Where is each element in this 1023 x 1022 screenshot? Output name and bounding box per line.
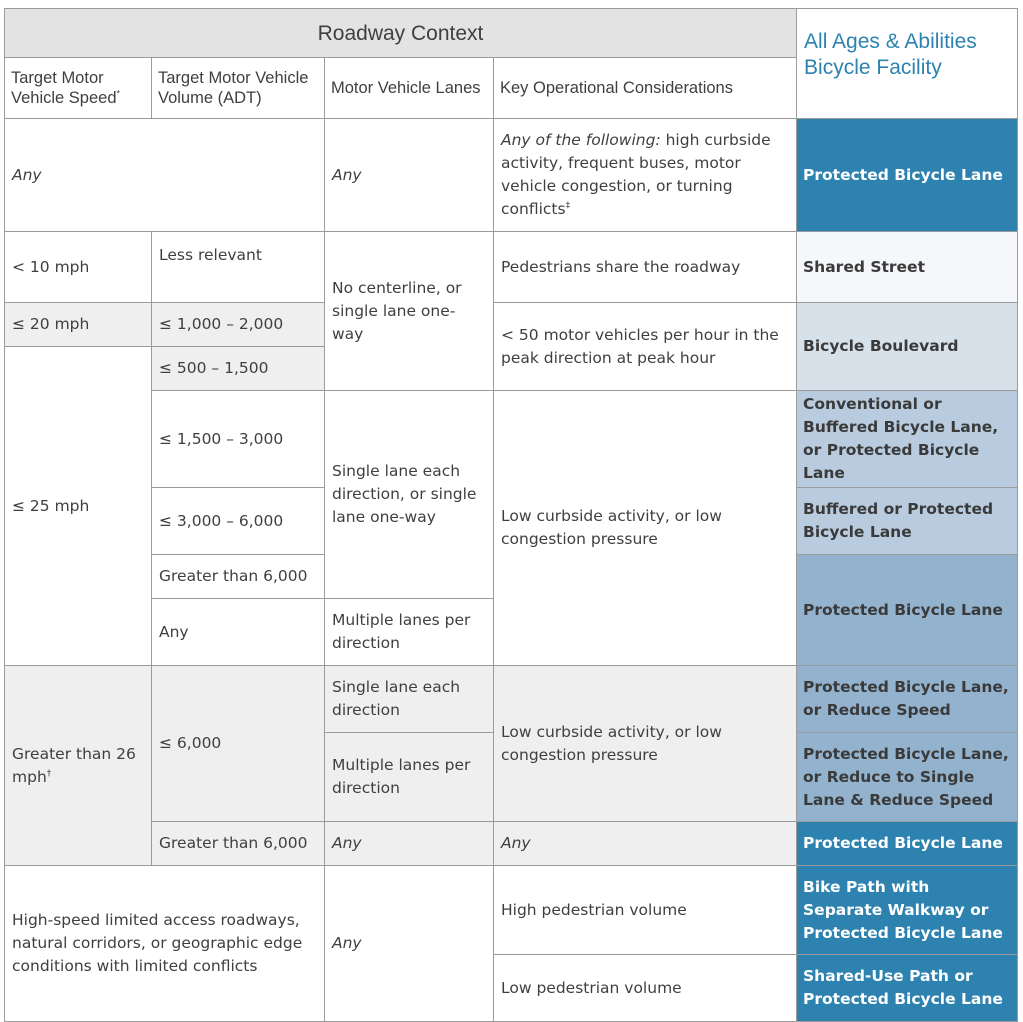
lanes-cell: Any: [325, 866, 494, 1022]
bicycle-facility-selection-table: [4, 8, 1018, 1022]
facility-cell: Shared-Use Path or Protected Bicycle Lane: [797, 955, 1018, 1022]
col-header-volume: Target Motor Vehicle Volume (ADT): [152, 58, 325, 119]
volume-cell: ≤ 6,000: [152, 666, 325, 822]
facility-cell: Buffered or Protected Bicycle Lane: [797, 488, 1018, 555]
volume-cell: Greater than 6,000: [152, 822, 325, 866]
speed-cell: Greater than 26 mph†: [5, 666, 152, 866]
volume-cell: ≤ 3,000 – 6,000: [152, 488, 325, 555]
table-row: [5, 391, 1018, 488]
facility-cell: Bicycle Boulevard: [797, 303, 1018, 391]
lanes-cell: No centerline, or single lane one-way: [325, 232, 494, 391]
col-header-speed: Target Motor Vehicle Speed*: [5, 58, 152, 119]
table-row: [5, 666, 1018, 733]
lanes-cell: Any: [325, 119, 494, 232]
lanes-cell: Multiple lanes per direction: [325, 733, 494, 822]
considerations-cell: Pedestrians share the roadway: [494, 232, 797, 303]
considerations-cell: < 50 motor vehicles per hour in the peak direction at peak hour: [494, 303, 797, 391]
table-row: [5, 866, 1018, 955]
considerations-cell: Any of the following: high curbside activity, frequent buses, motor vehicle congestion, or turning conflicts‡: [494, 119, 797, 232]
col-header-considerations: Key Operational Considerations: [494, 58, 797, 119]
facility-cell: Bike Path with Separate Walkway or Protected Bicycle Lane: [797, 866, 1018, 955]
volume-cell: ≤ 1,000 – 2,000: [152, 303, 325, 347]
considerations-cell: Any: [494, 822, 797, 866]
facility-cell: Protected Bicycle Lane: [797, 119, 1018, 232]
table-row: [5, 232, 1018, 303]
lanes-cell: Multiple lanes per direction: [325, 599, 494, 666]
table-row: [5, 822, 1018, 866]
facility-cell: Shared Street: [797, 232, 1018, 303]
roadway-context-header: Roadway Context: [5, 9, 797, 58]
facility-cell: Conventional or Buffered Bicycle Lane, or Protected Bicycle Lane: [797, 391, 1018, 488]
table-row: [5, 119, 1018, 232]
facility-cell: Protected Bicycle Lane, or Reduce Speed: [797, 666, 1018, 733]
considerations-cell: Low curbside activity, or low congestion pressure: [494, 391, 797, 666]
volume-cell: ≤ 500 – 1,500: [152, 347, 325, 391]
lanes-cell: Single lane each direction: [325, 666, 494, 733]
facility-cell: Protected Bicycle Lane: [797, 822, 1018, 866]
considerations-cell: High pedestrian volume: [494, 866, 797, 955]
lanes-cell: Single lane each direction, or single lane one-way: [325, 391, 494, 599]
speed-cell: < 10 mph: [5, 232, 152, 303]
facility-cell: Protected Bicycle Lane: [797, 555, 1018, 666]
lanes-cell: Any: [325, 822, 494, 866]
col-header-lanes: Motor Vehicle Lanes: [325, 58, 494, 119]
table-row: [5, 303, 1018, 347]
speed-volume-cell: Any: [5, 119, 325, 232]
facility-header: All Ages & Abilities Bicycle Facility: [797, 9, 1018, 119]
facility-cell: Protected Bicycle Lane, or Reduce to Single Lane & Reduce Speed: [797, 733, 1018, 822]
volume-cell: ≤ 1,500 – 3,000: [152, 391, 325, 488]
speed-cell: ≤ 20 mph: [5, 303, 152, 347]
volume-cell: Any: [152, 599, 325, 666]
speed-cell: ≤ 25 mph: [5, 347, 152, 666]
considerations-cell: Low curbside activity, or low congestion pressure: [494, 666, 797, 822]
volume-cell: Less relevant: [152, 232, 325, 303]
considerations-cell: Low pedestrian volume: [494, 955, 797, 1022]
speed-volume-cell: High-speed limited access roadways, natural corridors, or geographic edge conditions with limited conflicts: [5, 866, 325, 1022]
volume-cell: Greater than 6,000: [152, 555, 325, 599]
